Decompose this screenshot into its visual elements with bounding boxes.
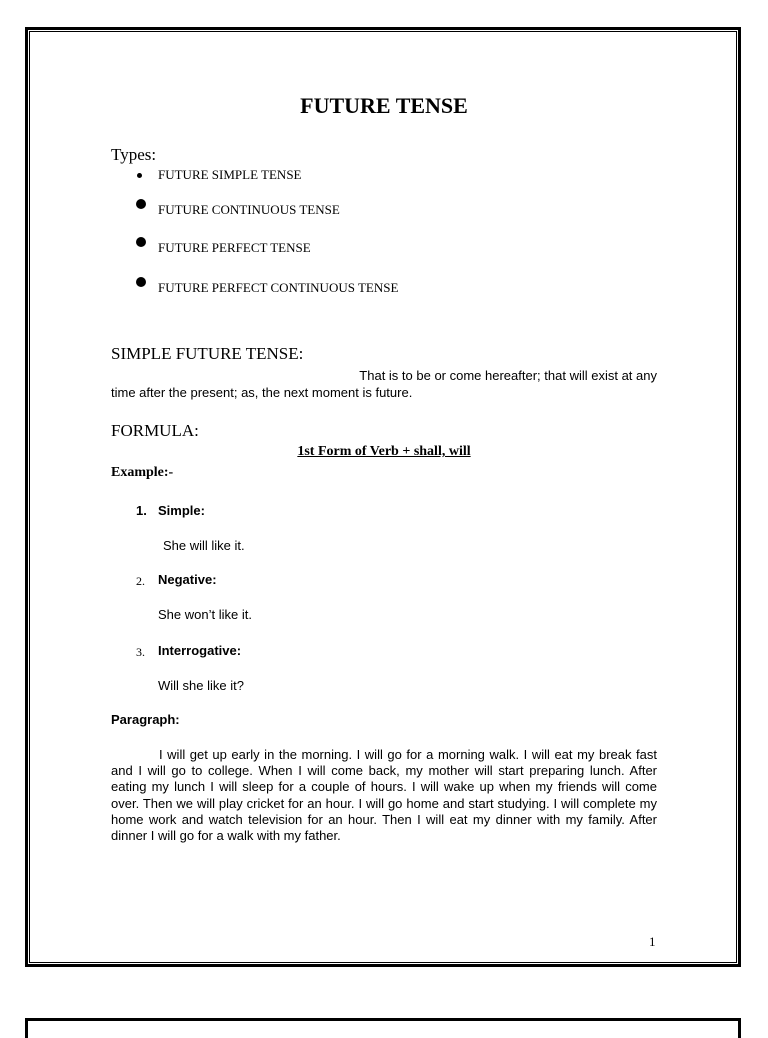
example-label: Simple: bbox=[158, 503, 205, 518]
section-heading-simple-future: SIMPLE FUTURE TENSE: bbox=[111, 344, 304, 363]
bullet-icon bbox=[137, 173, 142, 178]
page-number: 1 bbox=[649, 934, 656, 949]
example-number: 2. bbox=[136, 574, 145, 588]
example-label: Interrogative: bbox=[158, 643, 242, 658]
page-title: FUTURE TENSE bbox=[300, 93, 468, 118]
example-sentence: She will like it. bbox=[163, 538, 245, 553]
definition-line: time after the present; as, the next moment is future. bbox=[111, 385, 413, 400]
example-number: 1. bbox=[136, 503, 147, 518]
paragraph-heading: Paragraph: bbox=[111, 712, 180, 727]
type-item: FUTURE CONTINUOUS TENSE bbox=[158, 202, 340, 217]
example-label: Negative: bbox=[158, 572, 217, 587]
type-item: FUTURE PERFECT CONTINUOUS TENSE bbox=[158, 280, 399, 295]
types-heading: Types: bbox=[111, 145, 157, 164]
bullet-icon bbox=[136, 199, 146, 209]
example-sentence: She won’t like it. bbox=[158, 607, 252, 622]
example-heading: Example:- bbox=[111, 465, 174, 480]
formula-text: 1st Form of Verb + shall, will bbox=[297, 444, 471, 459]
type-item: FUTURE PERFECT TENSE bbox=[158, 240, 311, 255]
type-item: FUTURE SIMPLE TENSE bbox=[158, 167, 302, 182]
example-sentence: Will she like it? bbox=[158, 678, 244, 693]
definition-line: That is to be or come hereafter; that will exist at any bbox=[359, 368, 657, 383]
formula-heading: FORMULA: bbox=[111, 421, 199, 440]
paragraph-body: I will get up early in the morning. I will go for a morning walk. I will eat my break fast and I will go to college. When I will come back, my mother will start preparing lunch. After eating my lunch I will sleep for a couple of hours. I will wake up when my friends will come over. Then we will play cricket for an hour. I will go home and start studying. I will complete my home work and watch television for an hour. Then I will eat my dinner with my family. After dinner I will go for a walk with my father. bbox=[111, 747, 657, 844]
bullet-icon bbox=[136, 277, 146, 287]
example-number: 3. bbox=[136, 645, 145, 659]
bullet-icon bbox=[136, 237, 146, 247]
next-page-border bbox=[25, 1018, 741, 1038]
